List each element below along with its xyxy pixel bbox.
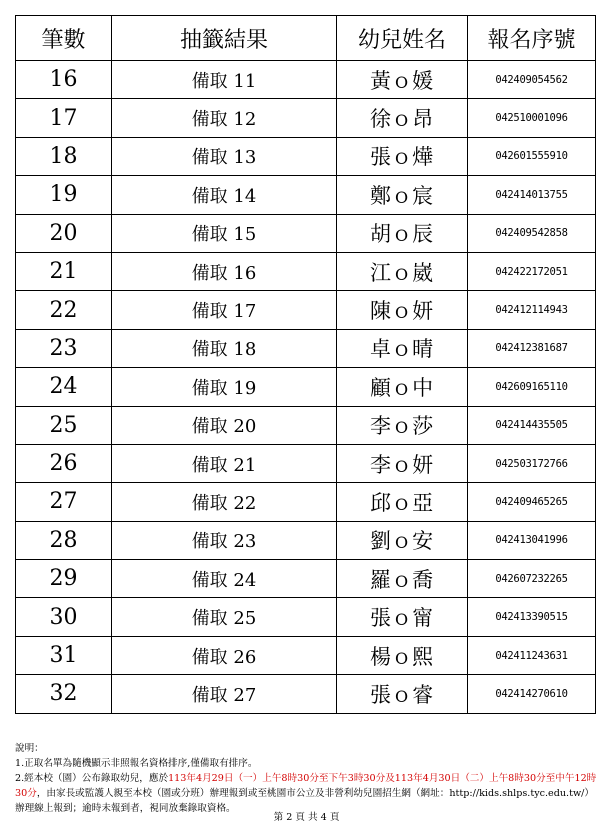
row-reg-no: 042409465265 bbox=[468, 483, 596, 521]
row-result: 備取 22 bbox=[112, 483, 337, 521]
row-child-name bbox=[337, 329, 468, 367]
row-child-name bbox=[337, 636, 468, 674]
header-result: 抽籤結果 bbox=[112, 16, 337, 61]
table-row bbox=[16, 675, 596, 713]
child-surname: 張 bbox=[369, 606, 392, 631]
child-surname: 羅 bbox=[369, 567, 392, 592]
note-item-1: 1.正取名單為隨機顯示非照報名資格排序,僅備取有排序。 bbox=[15, 758, 258, 769]
child-given-name: 宸 bbox=[412, 183, 435, 208]
child-given-name: 崴 bbox=[412, 260, 435, 285]
child-name-mask: O bbox=[394, 648, 410, 668]
row-count: 20 bbox=[16, 214, 112, 252]
table-row bbox=[16, 214, 596, 252]
table-row bbox=[16, 329, 596, 367]
row-reg-no: 042414435505 bbox=[468, 406, 596, 444]
row-result: 備取 17 bbox=[112, 291, 337, 329]
row-count: 30 bbox=[16, 598, 112, 636]
row-result: 備取 11 bbox=[112, 61, 337, 99]
table-row bbox=[16, 61, 596, 99]
table-row bbox=[16, 368, 596, 406]
child-given-name: 妍 bbox=[412, 452, 435, 477]
child-surname: 張 bbox=[369, 145, 392, 170]
child-surname: 卓 bbox=[369, 337, 392, 362]
row-child-name bbox=[337, 291, 468, 329]
row-reg-no: 042412114943 bbox=[468, 291, 596, 329]
row-child-name bbox=[337, 483, 468, 521]
row-reg-no: 042510001096 bbox=[468, 99, 596, 137]
row-result: 備取 18 bbox=[112, 329, 337, 367]
row-count: 24 bbox=[16, 368, 112, 406]
child-name-mask: O bbox=[394, 303, 410, 323]
notes-title: 說明： bbox=[15, 743, 44, 754]
row-child-name bbox=[337, 560, 468, 598]
child-surname: 李 bbox=[369, 452, 392, 477]
table-row bbox=[16, 137, 596, 175]
row-result: 備取 21 bbox=[112, 444, 337, 482]
row-reg-no: 042409054562 bbox=[468, 61, 596, 99]
child-surname: 邱 bbox=[369, 490, 392, 515]
row-count: 23 bbox=[16, 329, 112, 367]
child-name-mask: O bbox=[394, 418, 410, 438]
row-child-name bbox=[337, 176, 468, 214]
header-count: 筆數 bbox=[16, 16, 112, 61]
child-name-mask: O bbox=[394, 111, 410, 131]
note-item-2-deadline: 113年4月29日（一）上午8時30分至下午3時30分及113年4月30日（二）上午8時30分至中午12時30分 bbox=[15, 773, 597, 799]
child-surname: 黃 bbox=[369, 68, 392, 93]
child-name-mask: O bbox=[394, 379, 410, 399]
child-name-mask: O bbox=[394, 72, 410, 92]
table-row bbox=[16, 560, 596, 598]
child-name-mask: O bbox=[394, 610, 410, 630]
child-surname: 鄭 bbox=[369, 183, 392, 208]
row-child-name bbox=[337, 137, 468, 175]
row-count: 25 bbox=[16, 406, 112, 444]
child-name-mask: O bbox=[394, 187, 410, 207]
row-child-name bbox=[337, 675, 468, 713]
child-name-mask: O bbox=[394, 264, 410, 284]
child-given-name: 媛 bbox=[412, 68, 435, 93]
child-surname: 陳 bbox=[369, 299, 392, 324]
row-reg-no: 042413041996 bbox=[468, 521, 596, 559]
row-result: 備取 26 bbox=[112, 636, 337, 674]
child-given-name: 中 bbox=[412, 375, 435, 400]
table-row bbox=[16, 444, 596, 482]
row-child-name bbox=[337, 368, 468, 406]
row-count: 28 bbox=[16, 521, 112, 559]
table-row bbox=[16, 483, 596, 521]
row-result: 備取 24 bbox=[112, 560, 337, 598]
table-body bbox=[16, 61, 596, 714]
child-name-mask: O bbox=[394, 533, 410, 553]
row-reg-no: 042607232265 bbox=[468, 560, 596, 598]
child-given-name: 亞 bbox=[412, 490, 435, 515]
child-given-name: 燁 bbox=[412, 145, 435, 170]
child-name-mask: O bbox=[394, 686, 410, 706]
child-surname: 江 bbox=[369, 260, 392, 285]
row-count: 19 bbox=[16, 176, 112, 214]
row-count: 26 bbox=[16, 444, 112, 482]
row-child-name bbox=[337, 598, 468, 636]
row-result: 備取 25 bbox=[112, 598, 337, 636]
table-row bbox=[16, 598, 596, 636]
child-name-mask: O bbox=[394, 494, 410, 514]
row-result: 備取 27 bbox=[112, 675, 337, 713]
child-given-name: 熙 bbox=[412, 644, 435, 669]
child-surname: 張 bbox=[369, 682, 392, 707]
child-surname: 劉 bbox=[369, 529, 392, 554]
row-count: 16 bbox=[16, 61, 112, 99]
row-count: 17 bbox=[16, 99, 112, 137]
row-result: 備取 23 bbox=[112, 521, 337, 559]
row-reg-no: 042411243631 bbox=[468, 636, 596, 674]
child-given-name: 甯 bbox=[412, 606, 435, 631]
row-child-name bbox=[337, 99, 468, 137]
row-count: 32 bbox=[16, 675, 112, 713]
child-name-mask: O bbox=[394, 149, 410, 169]
row-reg-no: 042414270610 bbox=[468, 675, 596, 713]
child-given-name: 安 bbox=[412, 529, 435, 554]
row-reg-no: 042503172766 bbox=[468, 444, 596, 482]
row-result: 備取 15 bbox=[112, 214, 337, 252]
table-row bbox=[16, 176, 596, 214]
row-count: 18 bbox=[16, 137, 112, 175]
row-child-name bbox=[337, 252, 468, 290]
child-name-mask: O bbox=[394, 341, 410, 361]
table-row bbox=[16, 521, 596, 559]
table-row bbox=[16, 252, 596, 290]
row-count: 21 bbox=[16, 252, 112, 290]
row-child-name bbox=[337, 214, 468, 252]
row-reg-no: 042413390515 bbox=[468, 598, 596, 636]
child-given-name: 莎 bbox=[412, 414, 435, 439]
notes-section bbox=[15, 741, 601, 816]
row-child-name bbox=[337, 444, 468, 482]
table-row bbox=[16, 291, 596, 329]
child-surname: 顧 bbox=[369, 375, 392, 400]
child-name-mask: O bbox=[394, 226, 410, 246]
header-reg-no: 報名序號 bbox=[468, 16, 596, 61]
row-count: 31 bbox=[16, 636, 112, 674]
row-result: 備取 19 bbox=[112, 368, 337, 406]
page-number: 第 2 頁 共 4 頁 bbox=[273, 812, 340, 823]
row-result: 備取 20 bbox=[112, 406, 337, 444]
row-result: 備取 12 bbox=[112, 99, 337, 137]
header-child-name: 幼兒姓名 bbox=[337, 16, 468, 61]
row-reg-no: 042414013755 bbox=[468, 176, 596, 214]
child-given-name: 昂 bbox=[412, 107, 435, 132]
row-reg-no: 042609165110 bbox=[468, 368, 596, 406]
child-given-name: 睿 bbox=[412, 682, 435, 707]
row-result: 備取 14 bbox=[112, 176, 337, 214]
child-given-name: 喬 bbox=[412, 567, 435, 592]
row-result: 備取 13 bbox=[112, 137, 337, 175]
table-row bbox=[16, 406, 596, 444]
child-name-mask: O bbox=[394, 571, 410, 591]
row-reg-no: 042601555910 bbox=[468, 137, 596, 175]
row-count: 22 bbox=[16, 291, 112, 329]
row-child-name bbox=[337, 406, 468, 444]
note-item-2-lead: 2.經本校（園）公布錄取幼兒，應於 bbox=[15, 773, 169, 784]
row-reg-no: 042412381687 bbox=[468, 329, 596, 367]
child-surname: 李 bbox=[369, 414, 392, 439]
child-surname: 徐 bbox=[369, 107, 392, 132]
row-reg-no: 042422172051 bbox=[468, 252, 596, 290]
results-table bbox=[15, 15, 596, 714]
table-row bbox=[16, 99, 596, 137]
child-given-name: 晴 bbox=[412, 337, 435, 362]
row-child-name bbox=[337, 61, 468, 99]
table-row bbox=[16, 636, 596, 674]
row-count: 29 bbox=[16, 560, 112, 598]
row-result: 備取 16 bbox=[112, 252, 337, 290]
child-surname: 楊 bbox=[369, 644, 392, 669]
child-given-name: 辰 bbox=[412, 222, 435, 247]
row-child-name bbox=[337, 521, 468, 559]
child-surname: 胡 bbox=[369, 222, 392, 247]
note-item-2-tail: ，由家長或監護人親至本校（園或分班）辦理報到或至桃園市公立及非營利幼兒園招生網（網址：http://kids.shlps.tyc.edu.tw/）辦理線上報到；逾時未報到者，視同放棄錄取資格。 bbox=[15, 788, 594, 814]
row-reg-no: 042409542858 bbox=[468, 214, 596, 252]
child-given-name: 妍 bbox=[412, 299, 435, 324]
child-name-mask: O bbox=[394, 456, 410, 476]
row-count: 27 bbox=[16, 483, 112, 521]
table-header bbox=[16, 16, 596, 61]
